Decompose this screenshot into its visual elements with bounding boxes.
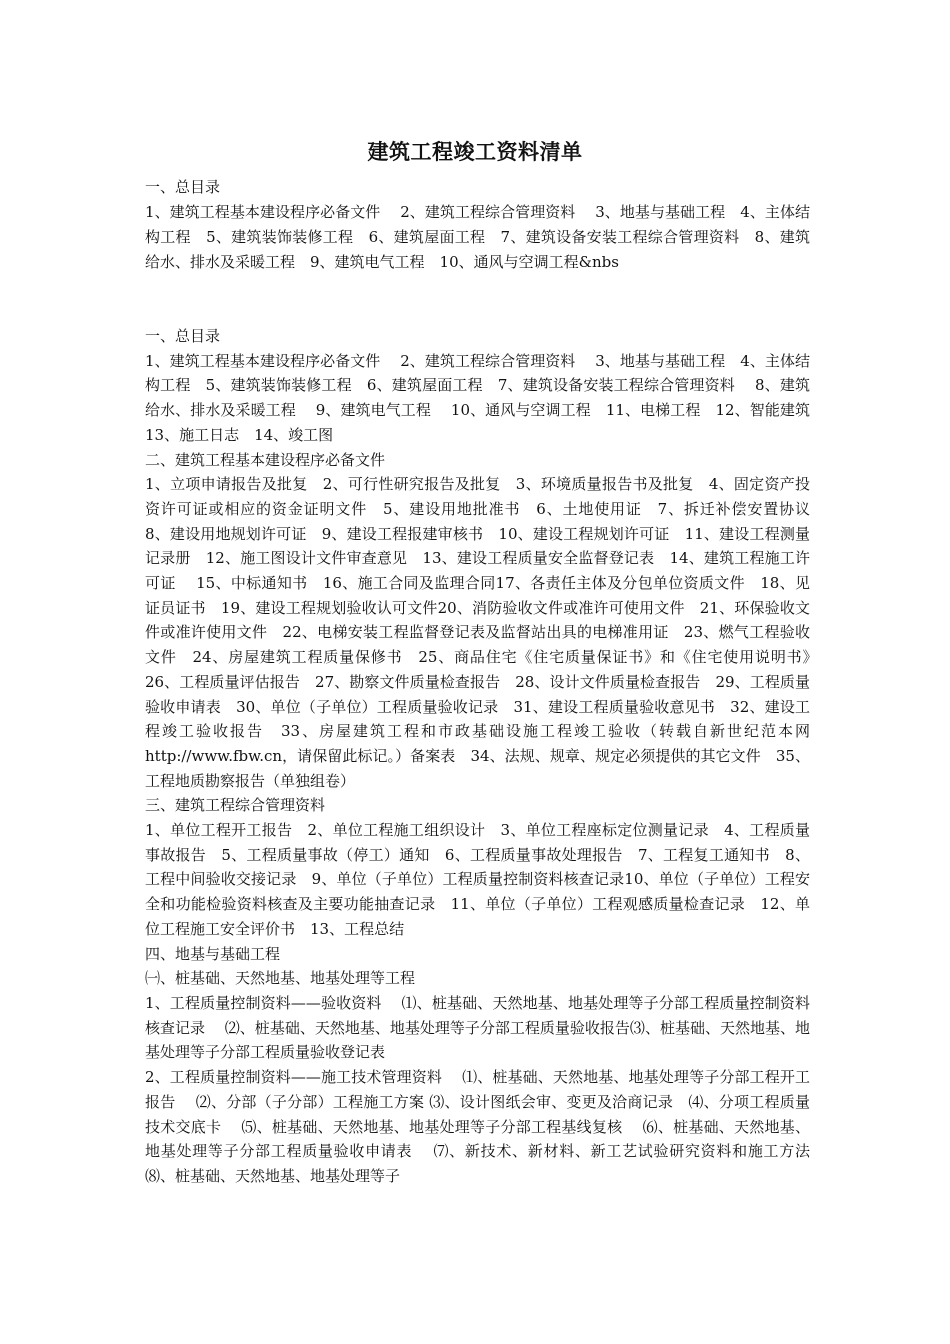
summary-section [145, 175, 810, 275]
document-title: 建筑工程竣工资料清单 [367, 140, 583, 164]
basic-construction-list: 1、立项申请报告及批复 2、可行性研究报告及批复 3、环境质量报告书及批复 4、固定资产投资许可证或相应的资金证明文件 5、建设用地批准书 6、土地使用证 7、拆迁补偿安置协议 8、建设用地规划许可证 9、建设工程报建审核书 10、建设工程规划许可证 11、建设工程测量记录册 12、施工图设计文件审查意见 13、建设工程质量安全监督登记表 14、建筑工程施工许可证 15、中标通知书 16、施工合同及监理合同17、各责任主体及分包单位资质文件 18、见证员证书 19、建设工程规划验收认可文件20、消防验收文件或准许可使用文件 21、环保验收文件或准许使用文件 22、电梯安装工程监督登记表及监督站出具的电梯准用证 23、燃气工程验收文件 24、房屋建筑工程质量保修书 25、商品住宅《住宅质量保证书》和《住宅使用说明书》 26、工程质量评估报告 27、勘察文件质量检查报告 28、设计文件质量检查报告 29、工程质量验收申请表 30、单位（子单位）工程质量验收记录 31、建设工程质量验收意见书 32、建设工程竣工验收报告 33、房屋建筑工程和市政基础设施工程竣工验收（转载自新世纪范本网 http://www.fbw.cn，请保留此标记。）备案表 34、法规、规章、规定必须提供的其它文件 35、工程地质勘察报告（单独组卷） [145, 475, 830, 790]
summary-heading: 一、总目录 [145, 178, 221, 196]
section-heading-catalog: 一、总目录 [145, 327, 221, 345]
section-heading-foundation: 四、地基与基础工程 [145, 944, 281, 963]
document-body [145, 324, 830, 1189]
catalog-list: 1、建筑工程基本建设程序必备文件 2、建筑工程综合管理资料 3、地基与基础工程 4、主体结构工程 5、建筑装饰装修工程 6、建筑屋面工程 7、建筑设备安装工程综合管理资料 8、建筑给水、排水及采暖工程 9、建筑电气工程 10、通风与空调工程 11、电梯工程 12、智能建筑 13、施工日志 14、竣工图 [145, 351, 826, 444]
summary-text: 1、建筑工程基本建设程序必备文件 2、建筑工程综合管理资料 3、地基与基础工程 4、主体结构工程 5、建筑装饰装修工程 6、建筑屋面工程 7、建筑设备安装工程综合管理资料 8、建筑给水、排水及采暖工程 9、建筑电气工程 10、通风与空调工程&nbs [145, 203, 810, 271]
technical-management-list: 2、工程质量控制资料——施工技术管理资料 ⑴、桩基础、天然地基、地基处理等子分部工程开工报告 ⑵、分部（子分部）工程施工方案 ⑶、设计图纸会审、变更及洽商记录 ⑷、分项工程质量技术交底卡 ⑸、桩基础、天然地基、地基处理等子分部工程基线复核 ⑹、桩基础、天然地基、地基处理等子分部工程质量验收申请表 ⑺、新技术、新材料、新工艺试验研究资料和施工方法 ⑻、桩基础、天然地基、地基处理等子 [145, 1068, 830, 1185]
acceptance-materials-list: 1、工程质量控制资料——验收资料 ⑴、桩基础、天然地基、地基处理等子分部工程质量控制资料核查记录 ⑵、桩基础、天然地基、地基处理等子分部工程质量验收报告⑶、桩基础、天然地基、地基处理等子分部工程质量验收登记表 [145, 993, 810, 1062]
management-list: 1、单位工程开工报告 2、单位工程施工组织设计 3、单位工程座标定位测量记录 4、工程质量事故报告 5、工程质量事故（停工）通知 6、工程质量事故处理报告 7、工程复工通知书 8、工程中间验收交接记录 9、单位（子单位）工程质量控制资料核查记录10、单位（子单位）工程安全和功能检验资料核查及主要功能抽查记录 11、单位（子单位）工程观感质量检查记录 12、单位工程施工安全评价书 13、工程总结 [145, 821, 810, 938]
section-heading-basic-construction: 二、建筑工程基本建设程序必备文件 [145, 450, 386, 469]
subsection-heading-pile: ㈠、桩基础、天然地基、地基处理等工程 [145, 969, 416, 988]
section-heading-management: 三、建筑工程综合管理资料 [145, 796, 326, 815]
